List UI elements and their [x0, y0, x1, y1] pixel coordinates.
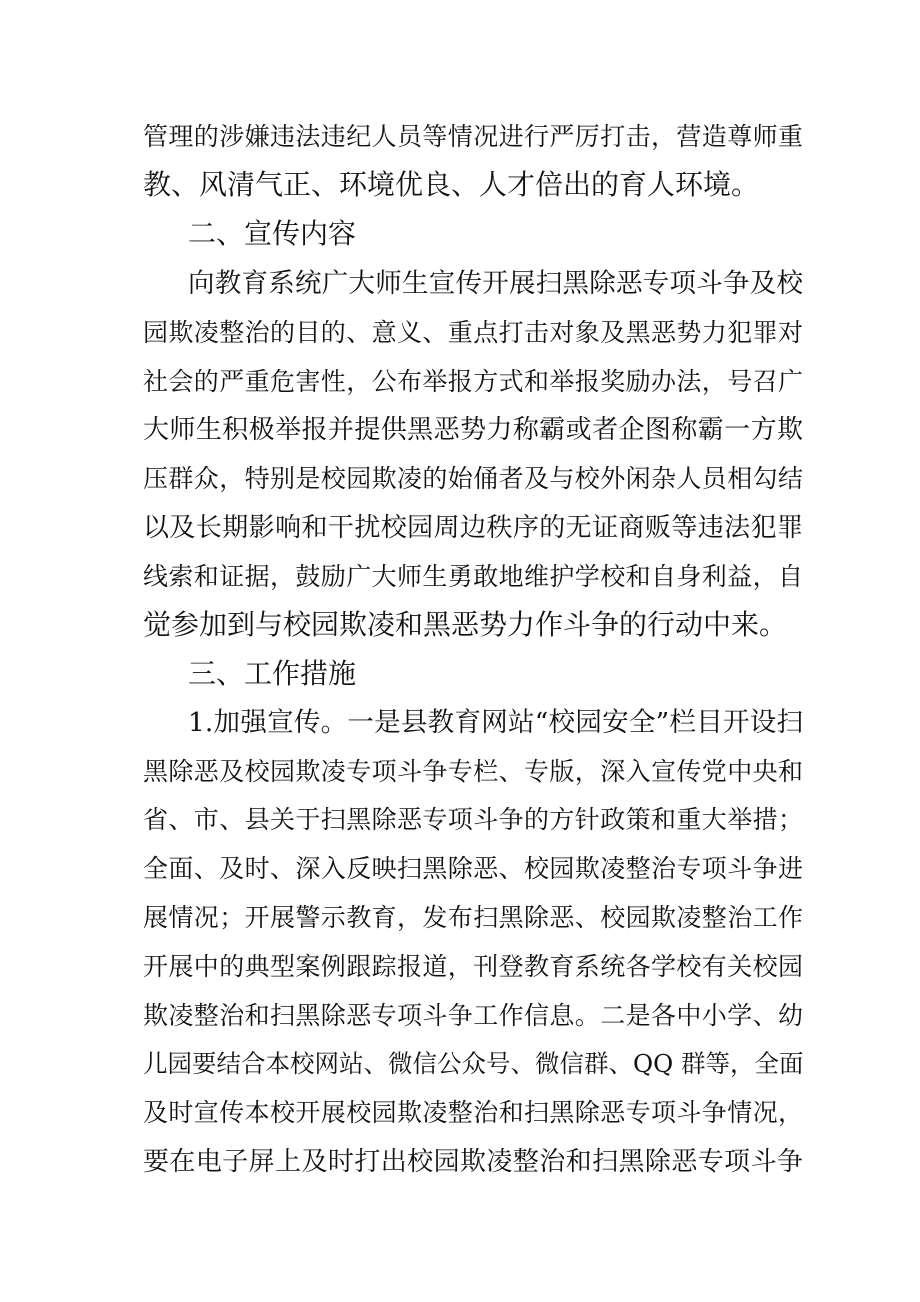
paragraph-line-13: 1.加强宣传。一是县教育网站“校园安全”栏目开设扫: [188, 707, 803, 738]
paragraph-line-16: 全面、及时、深入反映扫黑除恶、校园欺凌整治专项斗争进: [143, 854, 803, 883]
paragraph-line-6: 社会的严重危害性，公布举报方式和举报奖励办法，号召广: [143, 367, 803, 396]
paragraph-line-19: 欺凌整治和扫黑除恶专项斗争工作信息。二是各中小学、幼: [143, 1001, 803, 1030]
paragraph-line-2: 教、风清气正、环境优良、人才倍出的育人环境。: [143, 168, 760, 201]
paragraph-line-7: 大师生积极举报并提供黑恶势力称霸或者企图称霸一方欺: [143, 415, 803, 445]
paragraph-line-20: 儿园要结合本校网站、微信公众号、微信群、QQ 群等，全面: [143, 1049, 804, 1078]
section-heading-propaganda: 二、宣传内容: [188, 217, 357, 250]
paragraph-line-15: 省、市、县关于扫黑除恶专项斗争的方针政策和重大举措；: [143, 805, 803, 834]
paragraph-line-1: 管理的涉嫌违法违纪人员等情况进行严厉打击，营造尊师重: [143, 122, 803, 151]
paragraph-line-9: 以及长期影响和干扰校园周边秩序的无证商贩等违法犯罪: [143, 513, 803, 543]
paragraph-line-18: 开展中的典型案例跟踪报道，刊登教育系统各学校有关校园: [143, 952, 803, 981]
paragraph-line-10: 线索和证据，鼓励广大师生勇敢地维护学校和自身利益，自: [143, 562, 803, 591]
paragraph-line-22: 要在电子屏上及时打出校园欺凌整治和扫黑除恶专项斗争: [143, 1147, 803, 1177]
paragraph-line-5: 园欺凌整治的目的、意义、重点打击对象及黑恶势力犯罪对: [143, 318, 803, 347]
section-heading-measures: 三、工作措施: [188, 657, 357, 690]
paragraph-line-21: 及时宣传本校开展校园欺凌整治和扫黑除恶专项斗争情况，: [143, 1098, 803, 1127]
paragraph-line-8: 压群众，特别是校园欺凌的始俑者及与校外闲杂人员相勾结: [143, 464, 803, 493]
paragraph-line-14: 黑除恶及校园欺凌专项斗争专栏、专版，深入宣传党中央和: [143, 757, 803, 786]
paragraph-line-4: 向教育系统广大师生宣传开展扫黑除恶专项斗争及校: [188, 268, 803, 299]
paragraph-line-11: 觉参加到与校园欺凌和黑恶势力作斗争的行动中来。: [143, 608, 788, 641]
paragraph-line-17: 展情况；开展警示教育，发布扫黑除恶、校园欺凌整治工作: [143, 903, 803, 932]
